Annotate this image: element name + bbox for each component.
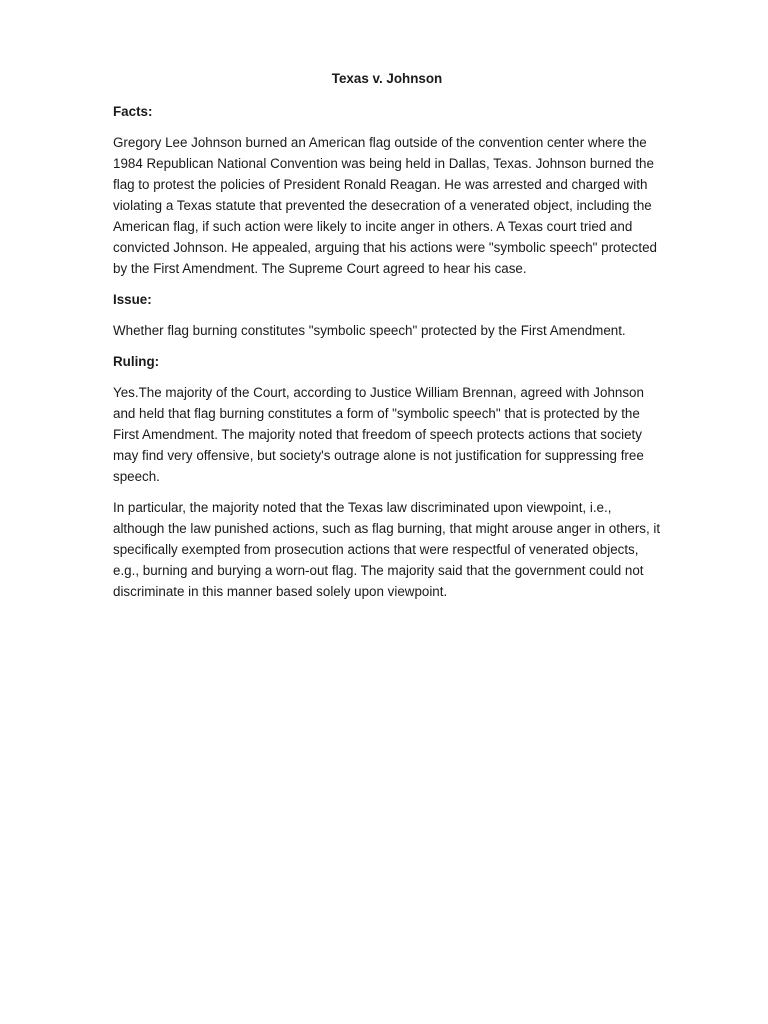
document-body (113, 68, 661, 612)
issue-paragraph: Whether flag burning constitutes "symbolic speech" protected by the First Amendment. (113, 323, 626, 338)
facts-paragraph: Gregory Lee Johnson burned an American flag outside of the convention center where the 1984 Republican National Convention was being held in Dallas, Texas. Johnson burned the flag to protest the policies of President Ronald Reagan. He was arrested and charged with violating a Texas statute that prevented the desecration of a venerated object, including the American flag, if such action were likely to incite anger in others. A Texas court tried and convicted Johnson. He appealed, arguing that his actions were "symbolic speech" protected by the First Amendment. The Supreme Court agreed to hear his case. (113, 135, 657, 276)
ruling-paragraph-2: In particular, the majority noted that the Texas law discriminated upon viewpoint, i.e., although the law punished actions, such as flag burning, that might arouse anger in others, it specifically exempted from prosecution actions that were respectful of venerated objects, e.g., burning and burying a worn-out flag. The majority said that the government could not discriminate in this manner based solely upon viewpoint. (113, 500, 661, 599)
ruling-heading: Ruling: (113, 354, 160, 369)
facts-heading: Facts: (113, 104, 153, 119)
issue-heading: Issue: (113, 292, 152, 307)
document-title: Texas v. Johnson (331, 71, 443, 86)
ruling-paragraph-1: Yes.The majority of the Court, according to Justice William Brennan, agreed with Johnson and held that flag burning constitutes a form of "symbolic speech" that is protected by the First Amendment. The majority noted that freedom of speech protects actions that society may find very offensive, but society's outrage alone is not justification for suppressing free speech. (113, 385, 644, 484)
